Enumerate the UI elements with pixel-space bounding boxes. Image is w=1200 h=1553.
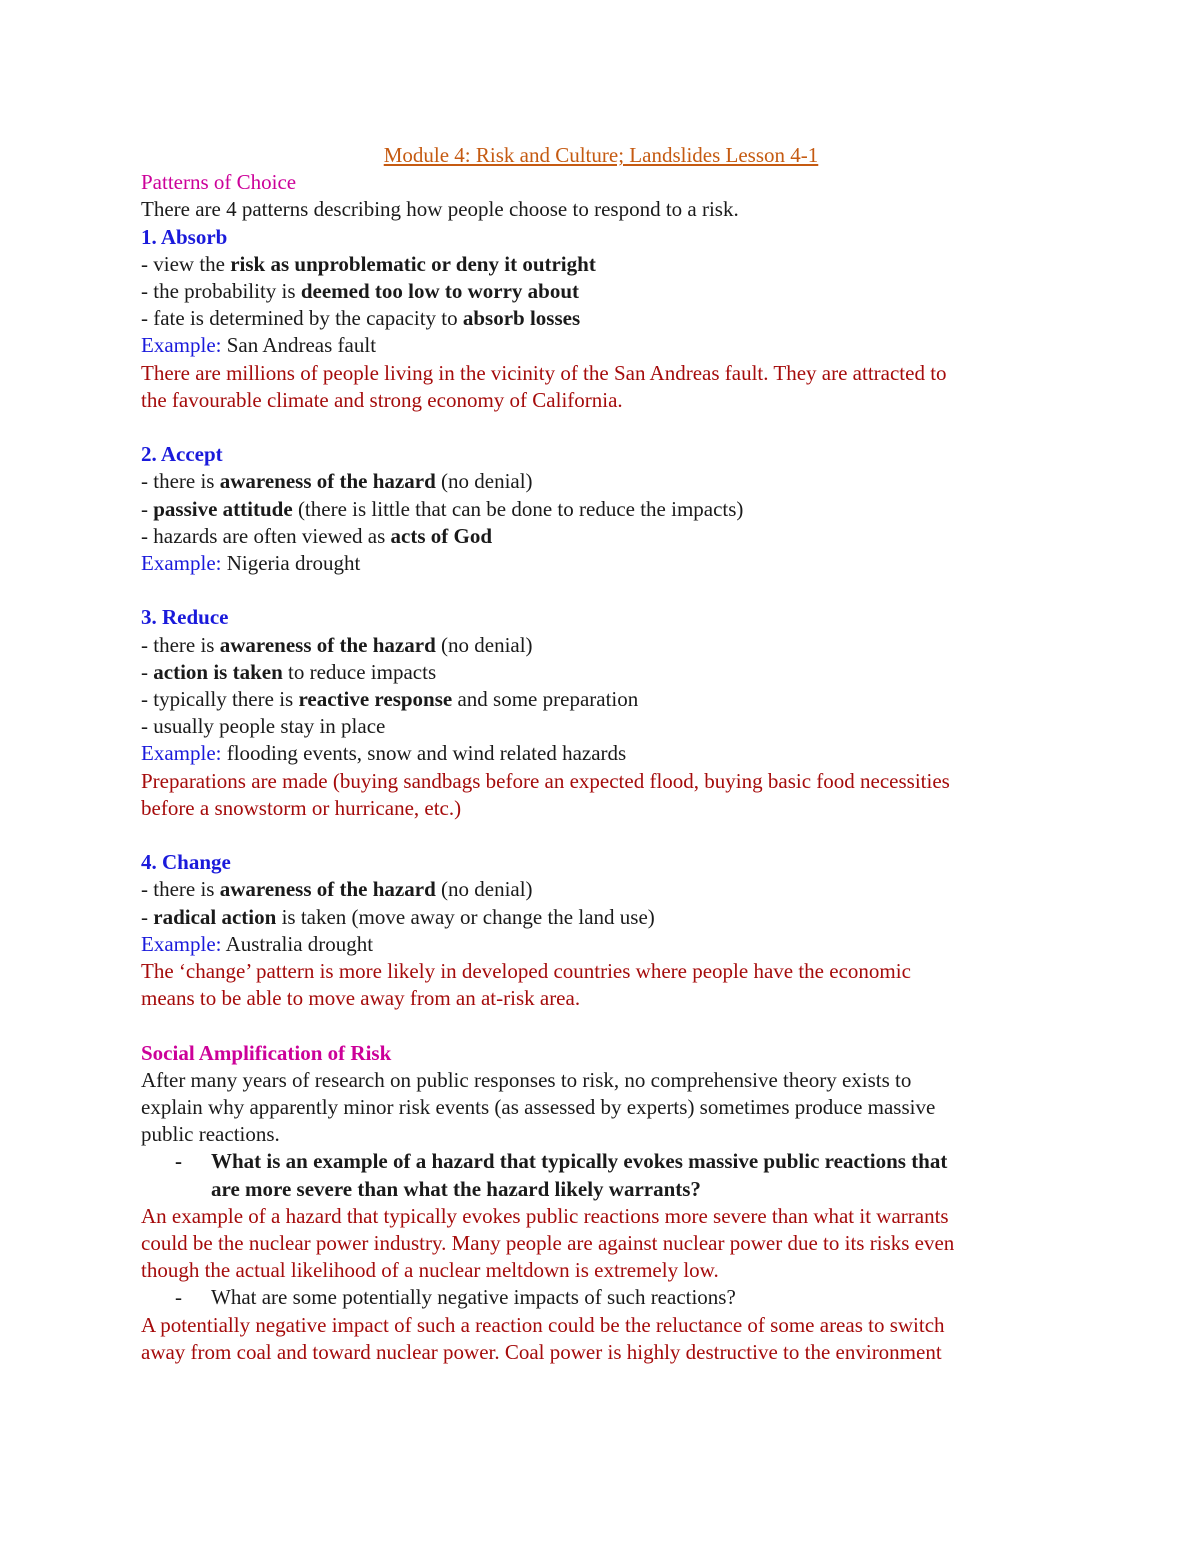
change-heading: 4. Change: [141, 850, 231, 875]
absorb-bullet-1: - view the risk as unproblematic or deny it outright: [141, 251, 596, 276]
answer-1-line-1: An example of a hazard that typically evokes public reactions more severe than what it warrants: [141, 1203, 949, 1228]
reduce-example: Example: flooding events, snow and wind related hazards: [141, 741, 627, 766]
spacer: [141, 1012, 1061, 1039]
reduce-bullet-1: - there is awareness of the hazard (no denial): [141, 632, 533, 657]
absorb-heading: 1. Absorb: [141, 224, 228, 249]
question-1-continued: are more severe than what the hazard likely warrants?: [211, 1176, 701, 1201]
question-2: - What are some potentially negative impacts of such reactions?: [141, 1284, 1061, 1311]
bullet-dash: -: [175, 1285, 182, 1310]
reduce-bullet-3: - typically there is reactive response and some preparation: [141, 687, 639, 712]
absorb-note-line-2: the favourable climate and strong economy of California.: [141, 387, 623, 412]
social-intro-line-3: public reactions.: [141, 1122, 280, 1147]
question-1: - What is an example of a hazard that typically evokes massive public reactions that: [141, 1148, 1061, 1175]
reduce-bullet-4: - usually people stay in place: [141, 714, 386, 739]
accept-example: Example: Nigeria drought: [141, 551, 361, 576]
change-note-line-2: means to be able to move away from an at-risk area.: [141, 986, 581, 1011]
spacer: [141, 577, 1061, 604]
change-example: Example: Australia drought: [141, 931, 374, 956]
spacer: [141, 414, 1061, 441]
absorb-example: Example: San Andreas fault: [141, 333, 377, 358]
accept-bullet-1: - there is awareness of the hazard (no denial): [141, 469, 533, 494]
document-page: [141, 142, 1061, 1366]
section-heading-patterns: Patterns of Choice: [141, 170, 297, 195]
reduce-heading: 3. Reduce: [141, 605, 229, 630]
answer-2-line-1: A potentially negative impact of such a reaction could be the reluctance of some areas to switch: [141, 1312, 945, 1337]
document-title: Module 4: Risk and Culture; Landslides Lesson 4-1: [383, 143, 819, 167]
spacer: [141, 822, 1061, 849]
answer-1-line-2: could be the nuclear power industry. Many people are against nuclear power due to its risks even: [141, 1231, 955, 1256]
reduce-bullet-2: - action is taken to reduce impacts: [141, 659, 437, 684]
accept-bullet-2: - passive attitude (there is little that can be done to reduce the impacts): [141, 496, 744, 521]
example-label: Example:: [141, 931, 222, 956]
accept-heading: 2. Accept: [141, 442, 223, 467]
social-intro-line-1: After many years of research on public responses to risk, no comprehensive theory exists to: [141, 1067, 912, 1092]
example-label: Example:: [141, 333, 222, 358]
absorb-note-line-1: There are millions of people living in the vicinity of the San Andreas fault. They are attracted to: [141, 360, 947, 385]
change-bullet-1: - there is awareness of the hazard (no denial): [141, 877, 533, 902]
accept-bullet-3: - hazards are often viewed as acts of God: [141, 523, 493, 548]
patterns-intro: There are 4 patterns describing how people choose to respond to a risk.: [141, 197, 739, 222]
reduce-note-line-1: Preparations are made (buying sandbags before an expected flood, buying basic food necessities: [141, 768, 950, 793]
answer-2-line-2: away from coal and toward nuclear power. Coal power is highly destructive to the environment: [141, 1339, 942, 1364]
answer-1-line-3: though the actual likelihood of a nuclear meltdown is extremely low.: [141, 1258, 719, 1283]
social-intro-line-2: explain why apparently minor risk events (as assessed by experts) sometimes produce massive: [141, 1095, 936, 1120]
reduce-note-line-2: before a snowstorm or hurricane, etc.): [141, 795, 462, 820]
section-heading-social-amplification: Social Amplification of Risk: [141, 1040, 392, 1065]
absorb-bullet-2: - the probability is deemed too low to worry about: [141, 279, 580, 304]
change-bullet-2: - radical action is taken (move away or change the land use): [141, 904, 655, 929]
absorb-bullet-3: - fate is determined by the capacity to absorb losses: [141, 306, 581, 331]
example-label: Example:: [141, 551, 222, 576]
bullet-dash: -: [175, 1149, 182, 1174]
example-label: Example:: [141, 741, 222, 766]
change-note-line-1: The ‘change’ pattern is more likely in developed countries where people have the economic: [141, 959, 911, 984]
